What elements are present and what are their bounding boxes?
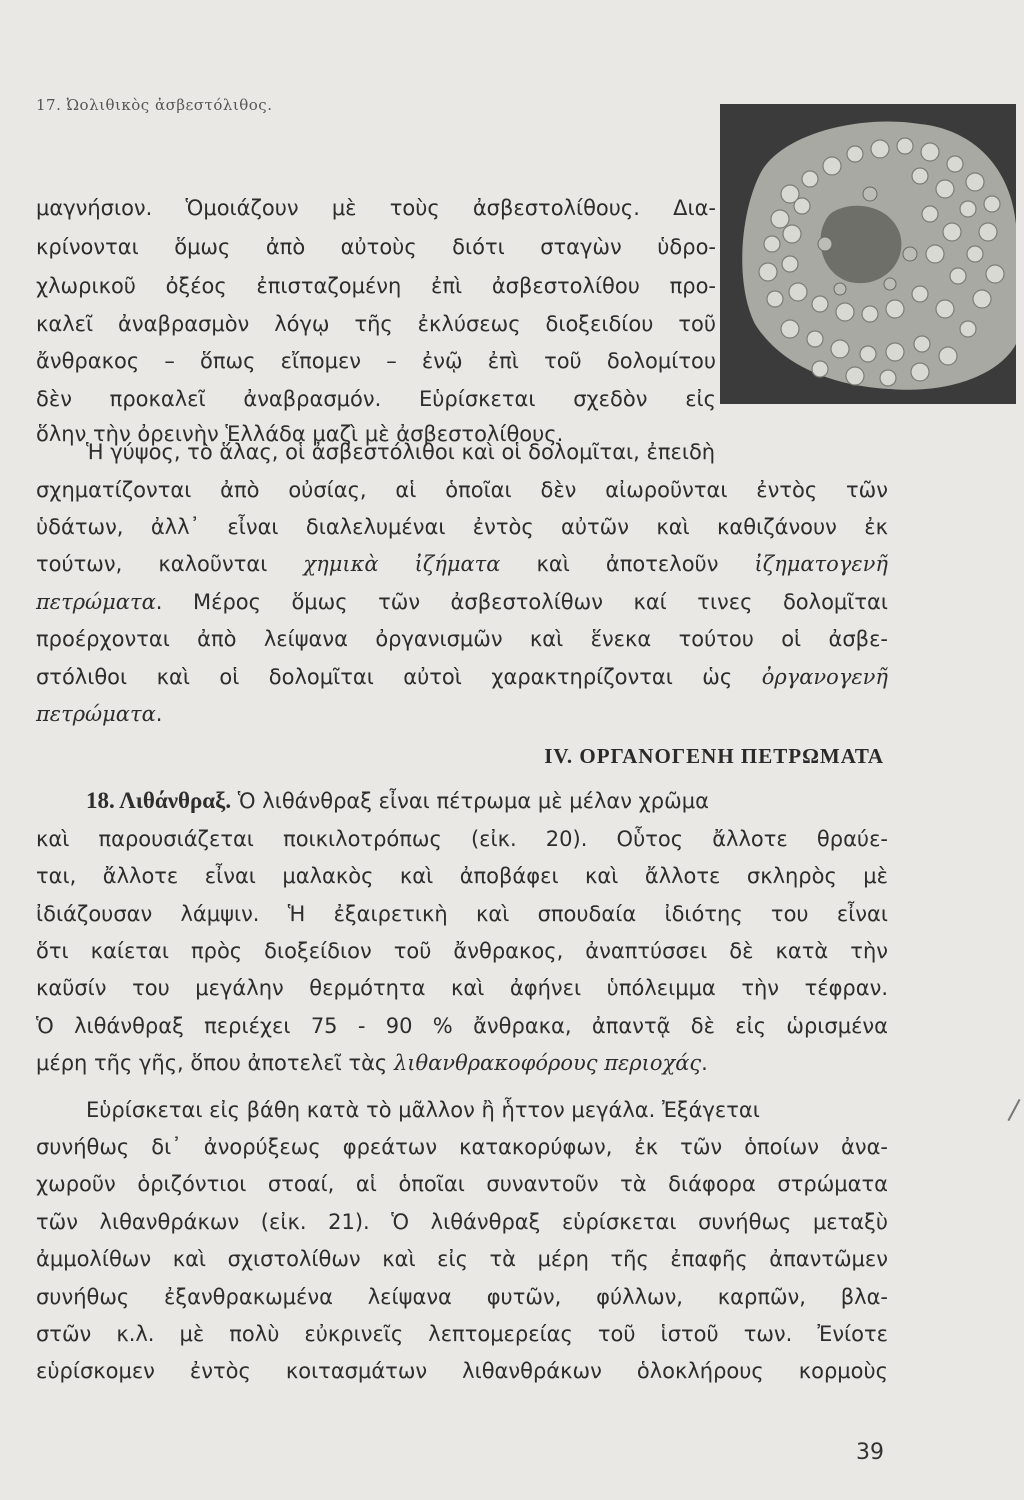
italic-term: πετρώματα [36,589,156,614]
figure-caption: 17. Ὠολιθικὸς ἀσβεστόλιθος. [36,96,273,114]
oolitic-limestone-photo [720,104,1016,404]
section-heading: IV. ΟΡΓΑΝΟΓΕΝΗ ΠΕΤΡΩΜΑΤΑ [544,744,884,769]
text-run: τούτων, καλοῦνται [36,552,304,577]
text-line: προέρχονται ἀπὸ λείψανα ὀργανισμῶν καὶ ἕνεκα τούτου οἱ ἀσβε- [36,627,888,652]
italic-term: χημικὰ ἰζήματα [303,552,501,577]
text-line: στῶν κ.λ. μὲ πολὺ εὐκρινεῖς λεπτομερείας τοῦ ἱστοῦ των. Ἐνίοτε [36,1322,888,1346]
subsection-title: 18. Λιθάνθραξ. [86,788,232,814]
text-line: ἰδιάζουσαν λάμψιν. Ἡ ἐξαιρετικὴ καὶ σπουδαία ἰδιότης του εἶναι [36,901,888,926]
page-number: 39 [856,1440,884,1465]
text-run: . [155,701,163,726]
text-line: Ὁ λιθάνθραξ περιέχει 75 - 90 % ἄνθρακα, ἀπαντᾷ δὲ εἰς ὡρισμένα [36,1013,888,1038]
text-line: σχηματίζονται ἀπὸ οὐσίας, αἱ ὁποῖαι δὲν αἰωροῦνται ἐντὸς τῶν [36,477,888,502]
text-line: χωροῦν ὁριζόντιοι στοαί, αἱ ὁποῖαι συναντοῦν τὰ διάφορα στρώματα [36,1172,888,1197]
text-line: ἀμμολίθων καὶ σχιστολίθων καὶ εἰς τὰ μέρη τῆς ἐπαφῆς ἀπαντῶμεν [36,1247,888,1272]
text-line: τῶν λιθανθράκων (εἰκ. 21). Ὁ λιθάνθραξ εὑρίσκεται συνήθως μεταξὺ [36,1209,888,1234]
text-line: ὅλην τὴν ὀρεινὴν Ἑλλάδα μαζὶ μὲ ἀσβεστολίθους. [36,422,564,447]
text-line [36,586,888,618]
text-run: . [701,1051,708,1076]
text-line: χλωρικοῦ ὀξέος ἐπισταζομένη ἐπὶ ἀσβεστολίθου προ- [36,274,716,299]
rock-photo-icon [720,104,1016,404]
text-line: ὅτι καίεται πρὸς διοξείδιον τοῦ ἄνθρακος, ἀναπτύσσει δὲ κατὰ τὴν [36,938,888,963]
text-line: καλεῖ ἀναβρασμὸν λόγῳ τῆς ἐκλύσεως διοξειδίου τοῦ [36,311,716,336]
text-line: δὲν προκαλεῖ ἀναβρασμόν. Εὑρίσκεται σχεδὸν εἰς [36,386,716,411]
italic-term: ὀργανογενῆ [761,664,888,689]
text-line: συνήθως δι᾽ ἀνορύξεως φρεάτων κατακορύφων, ἐκ τῶν ὁποίων ἀνα- [36,1134,888,1159]
text-run: μέρη τῆς γῆς, ὅπου ἀποτελεῖ τὰς [36,1051,394,1076]
text-line: εὑρίσκομεν ἐντὸς κοιτασμάτων λιθανθράκων ὁλοκλήρους κορμοὺς [36,1359,888,1384]
text-line: καῦσίν του μεγάλην θερμότητα καὶ ἀφήνει ὑπόλειμμα τὴν τέφραν. [36,976,888,1001]
text-run: καὶ ἀποτελοῦν [500,552,755,577]
text-line: καὶ παρουσιάζεται ποικιλοτρόπως (εἰκ. 20). Οὗτος ἄλλοτε θραύε- [36,826,888,851]
text-line: ὑδάτων, ἀλλ᾽ εἶναι διαλελυμέναι ἐντὸς αὐτῶν καὶ καθιζάνουν ἐκ [36,514,888,539]
text-line [36,548,888,580]
text-line: κρίνονται ὅμως ἀπὸ αὐτοὺς διότι σταγὼν ὑδρο- [36,235,716,260]
text-line [36,698,162,730]
text-line: συνήθως ἐξανθρακωμένα λείψανα φυτῶν, φύλλων, καρπῶν, βλα- [36,1284,888,1309]
margin-mark [1007,1099,1020,1121]
text-run: . Μέρος ὅμως τῶν ἀσβεστολίθων καί τινες δολομῖται [155,589,888,614]
italic-term: ἰζηματογενῆ [754,552,888,577]
italic-term: πετρώματα [36,701,156,726]
italic-term: λιθανθρακοφόρους περιοχάς [393,1051,702,1076]
text-line: ἄνθρακος – ὅπως εἴπομεν – ἐνῷ ἐπὶ τοῦ δολομίτου [36,349,716,374]
text-run: στόλιθοι καὶ οἱ δολομῖται αὐτοὶ χαρακτηρίζονται ὡς [36,664,762,689]
text-line [36,661,888,693]
text-run: Ὁ λιθάνθραξ εἶναι πέτρωμα μὲ μέλαν χρῶμα [231,789,709,814]
text-line: μαγνήσιον. Ὁμοιάζουν μὲ τοὺς ἀσβεστολίθους. Δια- [36,196,716,220]
text-line: ται, ἄλλοτε εἶναι μαλακὸς καὶ ἀποβάφει καὶ ἄλλοτε σκληρὸς μὲ [36,864,888,889]
text-line: Εὑρίσκεται εἰς βάθη κατὰ τὸ μᾶλλον ἢ ἧττον μεγάλα. Ἐξάγεται [86,1097,760,1122]
text-line [86,785,884,817]
text-line: Ἡ γύψος, τὸ ἅλας, οἱ ἀσβεστόλιθοι καὶ οἱ δολομῖται, ἐπειδὴ [86,440,716,465]
text-line [36,1047,708,1079]
